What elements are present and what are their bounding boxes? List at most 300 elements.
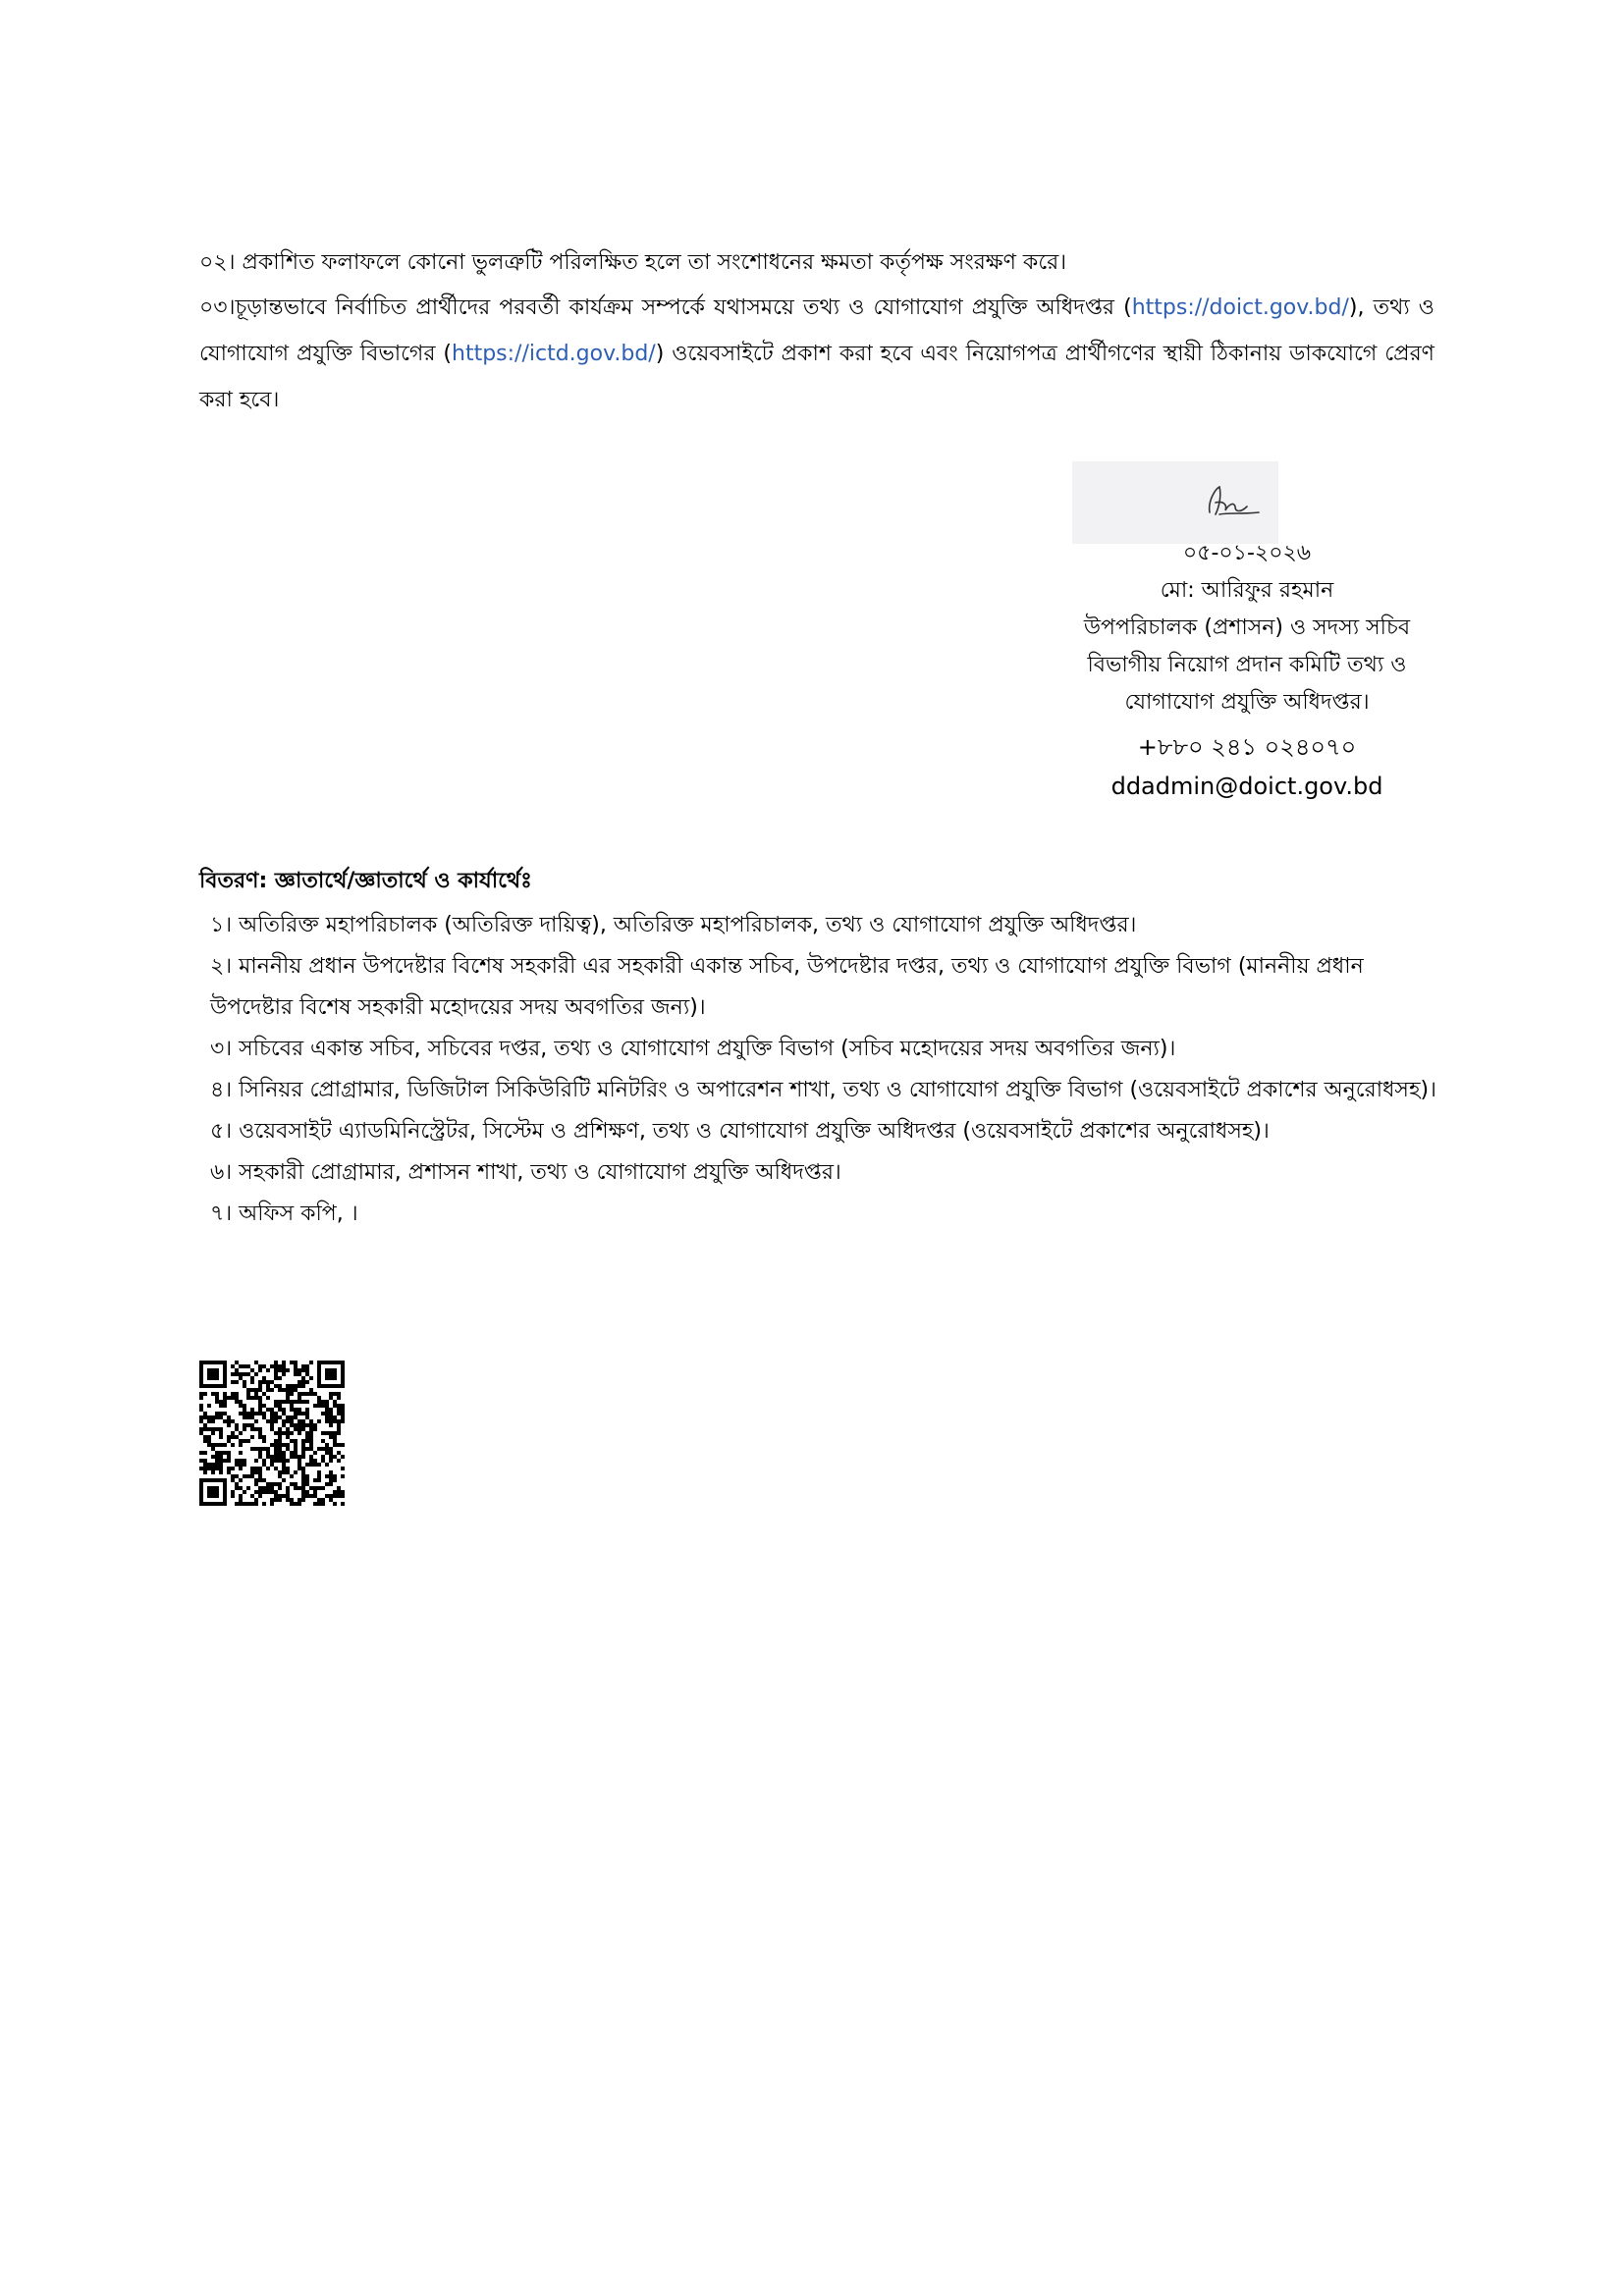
- qr-module: [239, 1486, 243, 1490]
- qr-module: [235, 1482, 239, 1486]
- signatory-committee-line2: যোগাযোগ প্রযুক্তি অধিদপ্তর।: [1124, 690, 1370, 715]
- qr-module: [207, 1415, 211, 1419]
- doict-link[interactable]: https://doict.gov.bd/: [1131, 295, 1349, 320]
- qr-module: [305, 1478, 309, 1482]
- qr-module: [301, 1427, 305, 1431]
- qr-module: [337, 1427, 341, 1431]
- qr-module: [258, 1447, 262, 1451]
- qr-module: [254, 1419, 258, 1423]
- qr-module: [278, 1459, 282, 1463]
- qr-module: [309, 1435, 313, 1439]
- qr-module: [254, 1459, 258, 1463]
- qr-module: [235, 1361, 239, 1364]
- qr-module: [258, 1427, 262, 1431]
- qr-module: [223, 1412, 227, 1415]
- distribution-item: ৪। সিনিয়র প্রোগ্রামার, ডিজিটাল সিকিউরিটি মনিটরিং ও অপারেশন শাখা, তথ্য ও যোগাযোগ প্রযুক্তি বিভাগ (ওয়েবসাইটে প্রকাশের অনুরোধসহ)।: [210, 1078, 1436, 1102]
- qr-module: [325, 1400, 329, 1404]
- qr-module: [282, 1400, 286, 1404]
- qr-module: [333, 1502, 337, 1506]
- qr-module: [286, 1467, 290, 1470]
- qr-module: [298, 1459, 301, 1463]
- qr-module: [270, 1482, 274, 1486]
- qr-module: [239, 1478, 243, 1482]
- qr-module: [262, 1463, 266, 1467]
- paragraph-02: [199, 240, 1434, 286]
- qr-module: [298, 1408, 301, 1412]
- qr-module: [235, 1486, 239, 1490]
- qr-module: [337, 1404, 341, 1408]
- qr-module: [274, 1368, 278, 1372]
- qr-module: [341, 1474, 345, 1478]
- qr-module: [294, 1384, 298, 1388]
- qr-module: [266, 1482, 270, 1486]
- signatory-designation: উপপরিচালক (প্রশাসন) ও সদস্য সচিব: [1083, 615, 1411, 640]
- qr-module: [278, 1400, 282, 1404]
- qr-module: [290, 1482, 294, 1486]
- qr-module: [270, 1412, 274, 1415]
- qr-module: [301, 1419, 305, 1423]
- qr-module: [321, 1439, 325, 1443]
- qr-module: [258, 1486, 262, 1490]
- qr-module: [341, 1408, 345, 1412]
- qr-module: [341, 1415, 345, 1419]
- qr-module: [337, 1423, 341, 1427]
- qr-module: [207, 1467, 211, 1470]
- qr-module: [239, 1431, 243, 1435]
- qr-module: [278, 1474, 282, 1478]
- qr-module: [286, 1388, 290, 1392]
- qr-module: [337, 1431, 341, 1435]
- qr-module: [341, 1490, 345, 1494]
- qr-module: [239, 1364, 243, 1368]
- qr-module: [274, 1364, 278, 1368]
- qr-module: [337, 1490, 341, 1494]
- qr-module: [211, 1415, 215, 1419]
- qr-module: [227, 1451, 231, 1455]
- qr-module: [337, 1392, 341, 1396]
- qr-module: [294, 1439, 298, 1443]
- qr-module: [199, 1419, 203, 1423]
- qr-module: [305, 1408, 309, 1412]
- qr-module: [317, 1463, 321, 1467]
- qr-module: [341, 1467, 345, 1470]
- qr-module: [243, 1427, 246, 1431]
- qr-module: [329, 1435, 333, 1439]
- qr-module: [298, 1498, 301, 1502]
- qr-module: [246, 1486, 250, 1490]
- qr-module: [278, 1470, 282, 1474]
- qr-module: [199, 1427, 203, 1431]
- qr-module: [321, 1447, 325, 1451]
- qr-module: [333, 1404, 337, 1408]
- qr-module: [313, 1404, 317, 1408]
- qr-module: [270, 1463, 274, 1467]
- qr-module: [301, 1412, 305, 1415]
- qr-module: [227, 1415, 231, 1419]
- qr-module: [250, 1396, 254, 1400]
- qr-module: [219, 1415, 223, 1419]
- qr-module: [246, 1412, 250, 1415]
- qr-module: [235, 1427, 239, 1431]
- qr-module: [325, 1404, 329, 1408]
- qr-module: [266, 1486, 270, 1490]
- qr-module: [254, 1502, 258, 1506]
- qr-module: [294, 1368, 298, 1372]
- qr-module: [270, 1364, 274, 1368]
- qr-module: [207, 1404, 211, 1408]
- qr-module: [262, 1486, 266, 1490]
- qr-module: [258, 1467, 262, 1470]
- qr-module: [211, 1470, 215, 1474]
- qr-module: [231, 1474, 235, 1478]
- qr-module: [254, 1447, 258, 1451]
- qr-module: [278, 1376, 282, 1380]
- signature-icon: [1072, 461, 1278, 544]
- qr-module: [246, 1392, 250, 1396]
- qr-module: [278, 1482, 282, 1486]
- qr-module: [231, 1478, 235, 1482]
- qr-module: [294, 1388, 298, 1392]
- qr-module: [329, 1478, 333, 1482]
- qr-module: [235, 1368, 239, 1372]
- qr-module: [250, 1467, 254, 1470]
- qr-module: [305, 1447, 309, 1451]
- qr-module: [211, 1427, 215, 1431]
- qr-module: [305, 1415, 309, 1419]
- qr-module: [325, 1494, 329, 1498]
- distribution-item: ২। মাননীয় প্রধান উপদেষ্টার বিশেষ সহকারী এর সহকারী একান্ত সচিব, উপদেষ্টার দপ্তর, তথ্য ও যোগাযোগ প্রযুক্তি বিভাগ (মাননীয় প্রধান উপদেষ্টার বিশেষ সহকারী মহোদয়ের সদয় অবগতির জন্য)।: [210, 954, 1364, 1020]
- qr-module: [278, 1404, 282, 1408]
- qr-module: [227, 1470, 231, 1474]
- paragraph-03-part2: ), তথ্য ও যোগাযোগ প্রযুক্তি বিভাগের (: [199, 295, 1435, 366]
- qr-module: [321, 1404, 325, 1408]
- qr-module: [274, 1412, 278, 1415]
- qr-module: [270, 1427, 274, 1431]
- qr-module: [278, 1368, 282, 1372]
- qr-module: [215, 1459, 219, 1463]
- qr-module: [298, 1419, 301, 1423]
- qr-module: [258, 1470, 262, 1474]
- qr-module: [301, 1498, 305, 1502]
- qr-module: [274, 1384, 278, 1388]
- qr-module: [250, 1415, 254, 1419]
- qr-module: [286, 1490, 290, 1494]
- qr-module: [199, 1459, 203, 1463]
- qr-module: [282, 1467, 286, 1470]
- qr-module: [313, 1486, 317, 1490]
- qr-module: [274, 1431, 278, 1435]
- qr-module: [270, 1423, 274, 1427]
- qr-module: [337, 1443, 341, 1447]
- qr-module: [203, 1415, 207, 1419]
- qr-module: [286, 1400, 290, 1404]
- qr-module: [258, 1455, 262, 1459]
- qr-module: [301, 1470, 305, 1474]
- qr-module: [250, 1380, 254, 1384]
- qr-module: [250, 1494, 254, 1498]
- qr-module: [301, 1392, 305, 1396]
- qr-module: [211, 1419, 215, 1423]
- qr-module: [278, 1435, 282, 1439]
- qr-module: [243, 1412, 246, 1415]
- qr-module: [298, 1400, 301, 1404]
- qr-module: [325, 1451, 329, 1455]
- qr-module: [239, 1376, 243, 1380]
- qr-module: [282, 1423, 286, 1427]
- qr-module: [227, 1455, 231, 1459]
- qr-module: [215, 1392, 219, 1396]
- qr-module: [258, 1404, 262, 1408]
- qr-module: [294, 1361, 298, 1364]
- qr-module: [333, 1455, 337, 1459]
- qr-module: [298, 1412, 301, 1415]
- qr-module: [243, 1423, 246, 1427]
- qr-module: [254, 1392, 258, 1396]
- qr-module: [258, 1408, 262, 1412]
- qr-module: [333, 1435, 337, 1439]
- qr-module: [313, 1490, 317, 1494]
- qr-module: [321, 1400, 325, 1404]
- qr-module: [309, 1494, 313, 1498]
- qr-module: [325, 1408, 329, 1412]
- qr-module: [274, 1490, 278, 1494]
- qr-module: [305, 1412, 309, 1415]
- ictd-link[interactable]: https://ictd.gov.bd/: [452, 342, 656, 366]
- qr-module: [270, 1455, 274, 1459]
- qr-module: [243, 1490, 246, 1494]
- qr-module: [215, 1451, 219, 1455]
- qr-module: [309, 1486, 313, 1490]
- qr-module: [305, 1431, 309, 1435]
- qr-module: [274, 1419, 278, 1423]
- qr-module: [203, 1470, 207, 1474]
- qr-module: [278, 1451, 282, 1455]
- qr-module: [309, 1455, 313, 1459]
- qr-module: [258, 1380, 262, 1384]
- qr-module: [219, 1459, 223, 1463]
- qr-module: [294, 1447, 298, 1451]
- qr-module: [329, 1412, 333, 1415]
- qr-module: [309, 1439, 313, 1443]
- qr-module: [254, 1427, 258, 1431]
- qr-module: [341, 1443, 345, 1447]
- qr-module: [239, 1463, 243, 1467]
- qr-module: [282, 1451, 286, 1455]
- qr-module: [254, 1412, 258, 1415]
- qr-module: [258, 1490, 262, 1494]
- qr-module: [333, 1439, 337, 1443]
- qr-module: [321, 1459, 325, 1463]
- qr-module: [301, 1451, 305, 1455]
- qr-module: [301, 1439, 305, 1443]
- qr-module: [329, 1474, 333, 1478]
- qr-module: [329, 1455, 333, 1459]
- qr-module: [313, 1423, 317, 1427]
- qr-module: [305, 1490, 309, 1494]
- qr-module: [231, 1380, 235, 1384]
- qr-module: [290, 1502, 294, 1506]
- qr-module: [258, 1400, 262, 1404]
- qr-module: [305, 1435, 309, 1439]
- qr-module: [317, 1419, 321, 1423]
- qr-module: [219, 1467, 223, 1470]
- qr-module: [254, 1467, 258, 1470]
- qr-module: [301, 1443, 305, 1447]
- qr-module: [286, 1415, 290, 1419]
- qr-module: [329, 1482, 333, 1486]
- qr-module: [215, 1443, 219, 1447]
- qr-module: [258, 1431, 262, 1435]
- qr-module: [262, 1404, 266, 1408]
- qr-module: [250, 1368, 254, 1372]
- qr-module: [258, 1478, 262, 1482]
- qr-module: [207, 1439, 211, 1443]
- qr-module: [341, 1455, 345, 1459]
- qr-module: [250, 1474, 254, 1478]
- qr-module: [298, 1368, 301, 1372]
- qr-module: [215, 1467, 219, 1470]
- qr-module: [262, 1412, 266, 1415]
- qr-module: [329, 1498, 333, 1502]
- qr-module: [329, 1415, 333, 1419]
- qr-module: [239, 1494, 243, 1498]
- qr-module: [219, 1463, 223, 1467]
- qr-module: [286, 1427, 290, 1431]
- qr-module: [227, 1423, 231, 1427]
- distribution-item: ৬। সহকারী প্রোগ্রামার, প্রশাসন শাখা, তথ্য ও যোগাযোগ প্রযুক্তি অধিদপ্তর।: [210, 1160, 841, 1185]
- qr-module: [274, 1443, 278, 1447]
- qr-module: [227, 1439, 231, 1443]
- qr-module: [341, 1502, 345, 1506]
- qr-module: [329, 1408, 333, 1412]
- qr-module: [337, 1451, 341, 1455]
- qr-module: [337, 1396, 341, 1400]
- qr-module: [274, 1439, 278, 1443]
- qr-module: [219, 1404, 223, 1408]
- qr-module: [223, 1392, 227, 1396]
- qr-module: [278, 1364, 282, 1368]
- qr-module: [274, 1459, 278, 1463]
- qr-module: [278, 1427, 282, 1431]
- qr-module: [294, 1412, 298, 1415]
- qr-module: [246, 1415, 250, 1419]
- qr-module: [309, 1388, 313, 1392]
- qr-module: [278, 1494, 282, 1498]
- qr-module: [223, 1459, 227, 1463]
- qr-module: [246, 1364, 250, 1368]
- qr-module: [231, 1435, 235, 1439]
- qr-module: [266, 1396, 270, 1400]
- paragraph-03-part1: ০৩।চূড়ান্তভাবে নির্বাচিত প্রার্থীদের পরবর্তী কার্যক্রম সম্পর্কে যথাসময়ে তথ্য ও যোগাযোগ প্রযুক্তি অধিদপ্তর (: [199, 295, 1132, 320]
- qr-module: [290, 1361, 294, 1364]
- qr-module: [231, 1364, 235, 1368]
- qr-module: [341, 1419, 345, 1423]
- qr-module: [298, 1423, 301, 1427]
- qr-module: [333, 1443, 337, 1447]
- qr-module: [239, 1404, 243, 1408]
- qr-module: [298, 1502, 301, 1506]
- qr-module: [219, 1443, 223, 1447]
- qr-module: [254, 1482, 258, 1486]
- qr-module: [270, 1486, 274, 1490]
- qr-module: [301, 1490, 305, 1494]
- qr-module: [250, 1502, 254, 1506]
- qr-module: [309, 1361, 313, 1364]
- qr-module: [262, 1439, 266, 1443]
- qr-module: [337, 1408, 341, 1412]
- qr-module: [294, 1415, 298, 1419]
- qr-module: [254, 1388, 258, 1392]
- qr-module: [286, 1470, 290, 1474]
- qr-module: [266, 1451, 270, 1455]
- qr-module: [305, 1482, 309, 1486]
- qr-module: [305, 1364, 309, 1368]
- qr-module: [215, 1400, 219, 1404]
- signatory-email[interactable]: ddadmin@doict.gov.bd: [1110, 773, 1383, 800]
- qr-module: [278, 1455, 282, 1459]
- qr-module: [235, 1474, 239, 1478]
- qr-module: [333, 1474, 337, 1478]
- qr-module: [333, 1494, 337, 1498]
- paragraph-03: [199, 285, 1434, 423]
- qr-module: [286, 1459, 290, 1463]
- qr-module: [219, 1427, 223, 1431]
- distribution-list: [210, 905, 1437, 1235]
- qr-module: [309, 1459, 313, 1463]
- qr-module: [235, 1380, 239, 1384]
- qr-module: [317, 1396, 321, 1400]
- qr-module: [258, 1494, 262, 1498]
- qr-module: [305, 1439, 309, 1443]
- qr-module: [341, 1412, 345, 1415]
- qr-module: [305, 1368, 309, 1372]
- qr-module: [246, 1396, 250, 1400]
- qr-module: [290, 1400, 294, 1404]
- qr-module: [239, 1400, 243, 1404]
- qr-module: [294, 1427, 298, 1431]
- qr-module: [199, 1415, 203, 1419]
- qr-module: [250, 1423, 254, 1427]
- signatory-name: মো: আরিফুর রহমান: [1160, 578, 1334, 603]
- qr-module: [298, 1431, 301, 1435]
- qr-module: [266, 1380, 270, 1384]
- qr-module: [215, 1455, 219, 1459]
- qr-module: [243, 1415, 246, 1419]
- qr-module: [282, 1419, 286, 1423]
- qr-module: [254, 1361, 258, 1364]
- qr-module: [243, 1474, 246, 1478]
- qr-module: [301, 1400, 305, 1404]
- qr-module: [301, 1494, 305, 1498]
- qr-module: [286, 1368, 290, 1372]
- qr-module: [301, 1478, 305, 1482]
- qr-module: [274, 1372, 278, 1376]
- qr-module: [246, 1474, 250, 1478]
- qr-module: [266, 1368, 270, 1372]
- qr-module: [231, 1392, 235, 1396]
- qr-module: [278, 1384, 282, 1388]
- qr-module: [317, 1478, 321, 1482]
- qr-module: [243, 1364, 246, 1368]
- qr-module: [239, 1498, 243, 1502]
- qr-module: [333, 1478, 337, 1482]
- qr-module: [207, 1427, 211, 1431]
- qr-module: [235, 1502, 239, 1506]
- distribution-item: ৫। ওয়েবসাইট এ্যাডমিনিস্ট্রেটর, সিস্টেম ও প্রশিক্ষণ, তথ্য ও যোগাযোগ প্রযুক্তি অধিদপ্তর (ওয়েবসাইটে প্রকাশের অনুরোধসহ)।: [210, 1119, 1270, 1144]
- qr-module: [254, 1470, 258, 1474]
- qr-module: [235, 1463, 239, 1467]
- qr-module: [321, 1486, 325, 1490]
